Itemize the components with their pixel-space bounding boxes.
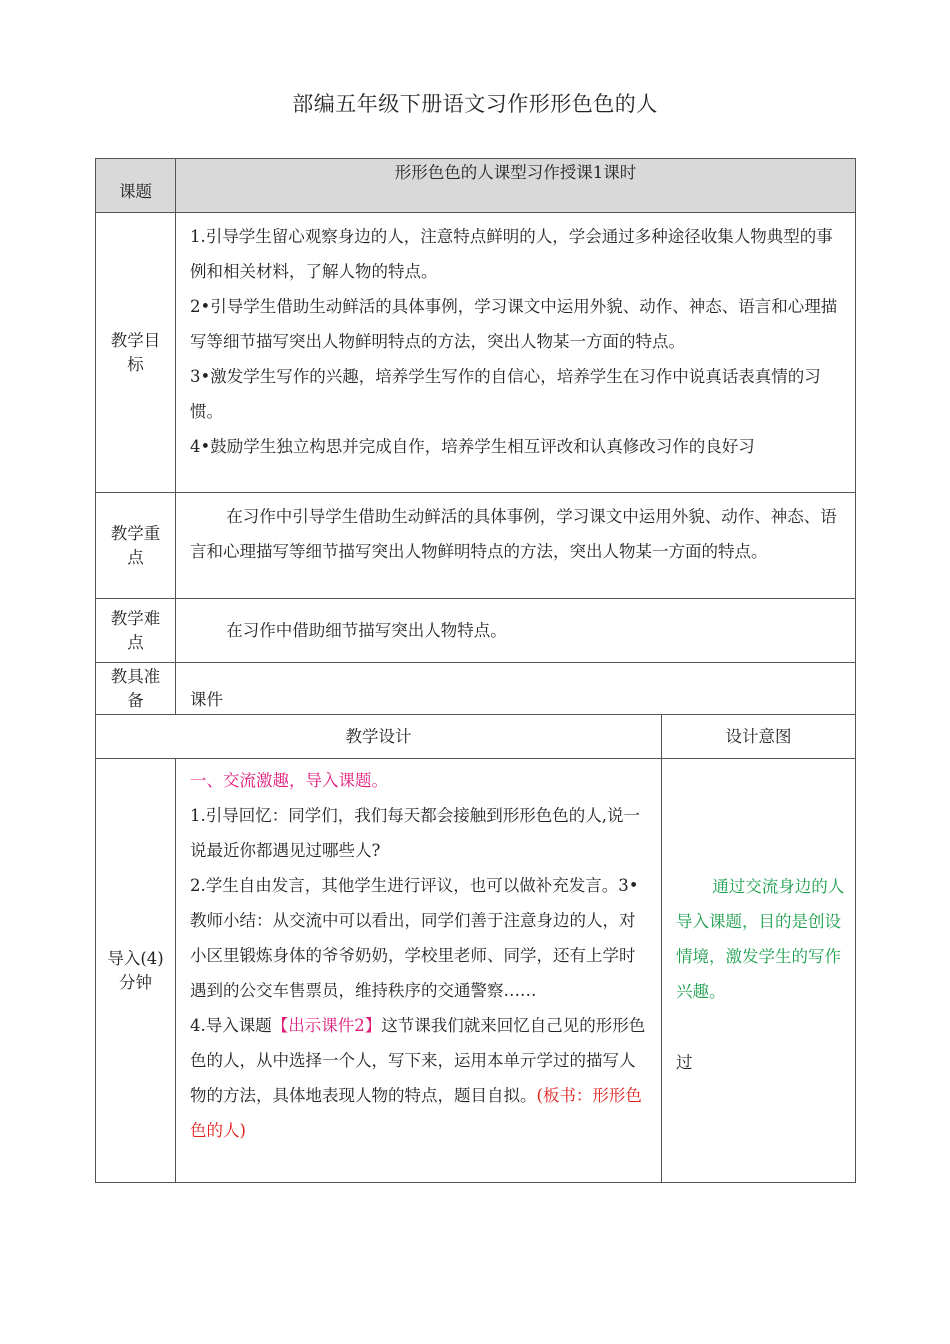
row-key-points (96, 493, 856, 599)
topic-label: 课题 (96, 159, 176, 213)
courseware-tag: 【出示课件2】 (271, 1016, 382, 1035)
difficulties-content: 在习作中借助细节描写突出人物特点。 (176, 599, 856, 663)
intro-label: 导入(4)分钟 (96, 759, 176, 1183)
goals-content (176, 213, 856, 493)
row-intro (96, 759, 856, 1183)
materials-content: 课件 (176, 663, 856, 715)
row-difficulties (96, 599, 856, 663)
materials-label: 教具准备 (96, 663, 176, 715)
goal-item: 3•激发学生写作的兴趣，培养学生写作的自信心，培养学生在习作中说真话表真情的习惯。 (190, 367, 821, 421)
intro-heading: 一、交流激趣，导入课题。 (190, 771, 388, 790)
goal-item: 1.引导学生留心观察身边的人，注意特点鲜明的人，学会通过多种途径收集人物典型的事例和相关材料，了解人物的特点。 (190, 227, 833, 281)
intro-step-2: 2.学生自由发言，其他学生进行评议，也可以做补充发言。3•教师小结：从交流中可以看出，同学们善于注意身边的人，对小区里锻炼身体的爷爷奶奶，学校里老师、同学，还有上学时遇到的公交车售票员，维持秩序的交通警察…… (190, 876, 639, 1000)
goals-label: 教学目标 (96, 213, 176, 493)
row-design-header (96, 715, 856, 759)
intro-intent (662, 759, 856, 1183)
goal-item: 2•引导学生借助生动鲜活的具体事例，学习课文中运用外貌、动作、神态、语言和心理描写等细节描写突出人物鲜明特点的方法，突出人物某一方面的特点。 (190, 297, 838, 351)
row-materials (96, 663, 856, 715)
difficulties-label: 教学难点 (96, 599, 176, 663)
intro-step-4: 4.导入课题【出示课件2】这节课我们就来回忆自己见的形形色色的人，从中选择一个人，写下来，运用本单亓学过的描写人物的方法，具体地表现人物的特点，题目自拟。(板书：形形色色的人) (190, 1016, 646, 1140)
design-header-right: 设计意图 (662, 715, 856, 759)
design-header-left: 教学设计 (96, 715, 662, 759)
key-points-label: 教学重点 (96, 493, 176, 599)
key-points-content: 在习作中引导学生借助生动鲜活的具体事例，学习课文中运用外貌、动作、神态、语言和心理描写等细节描写突出人物鲜明特点的方法，突出人物某一方面的特点。 (176, 493, 856, 599)
board-note: (板书：形形色色的人) (190, 1086, 642, 1140)
intent-extra: 过 (676, 1053, 693, 1072)
row-goals (96, 213, 856, 493)
intro-step-1: 1.引导回忆：同学们，我们每天都会接触到形形色色的人,说一说最近你都遇见过哪些人? (190, 806, 640, 860)
topic-value: 形形色色的人课型习作授课1课时 (176, 159, 856, 213)
row-topic (96, 159, 856, 213)
lesson-plan-table (95, 158, 856, 1183)
document-title: 部编五年级下册语文习作形形色色的人 (292, 92, 658, 116)
goal-item: 4•鼓励学生独立构思并完成自作，培养学生相互评改和认真修改习作的良好习 (190, 437, 755, 456)
intro-content (176, 759, 662, 1183)
intent-text: 通过交流身边的人导入课题，目的是创设情境，激发学生的写作兴趣。 (676, 877, 845, 1001)
